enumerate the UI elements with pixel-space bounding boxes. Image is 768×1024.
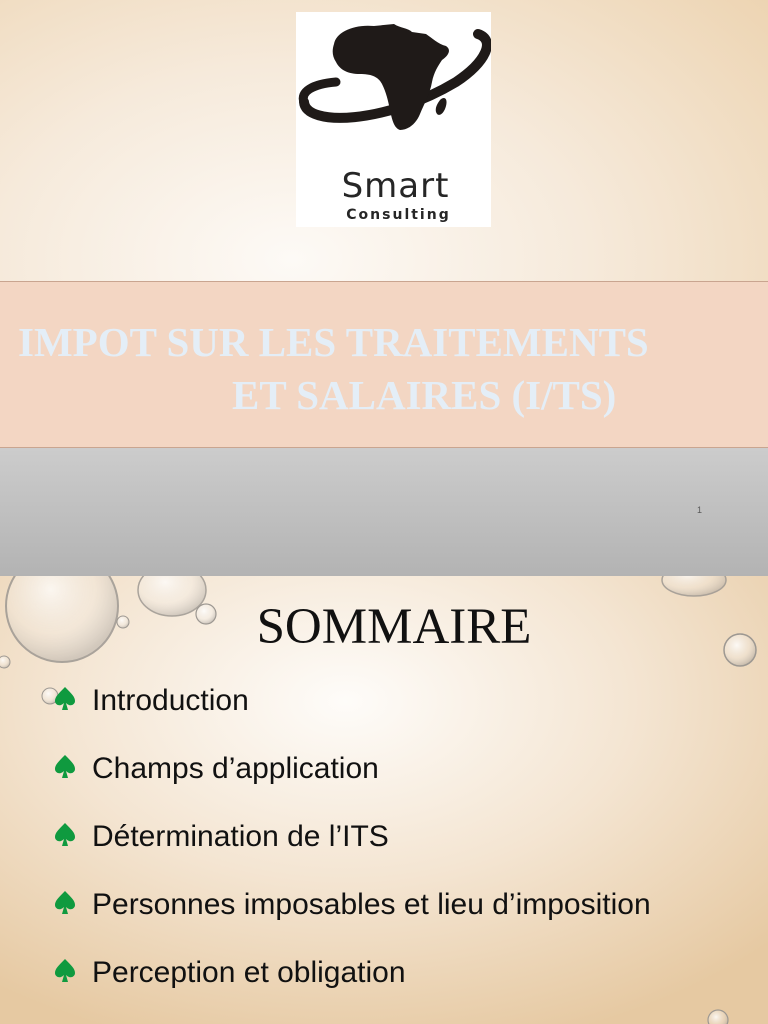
spade-bullet-icon [52,684,78,712]
title-band [0,281,768,448]
logo-brand-text: Smart [341,166,450,206]
slide-title-line-1: IMPOT SUR LES TRAITEMENTS [18,319,649,365]
africa-globe-orbit-logo-icon [296,12,491,162]
logo-tagline-text: Consulting [346,207,451,223]
spade-bullet-icon [52,820,78,848]
slide-title-line-2: ET SALAIRES (I/TS) [232,372,617,418]
spade-bullet-icon [52,956,78,984]
spade-bullet-icon [52,888,78,916]
spade-bullet-icon [52,752,78,780]
toc-item-label: Champs d’application [92,752,379,785]
slide-2 [0,576,768,1024]
slide-number: 1 [697,505,703,515]
footer-band [0,448,768,576]
toc-item-label: Personnes imposables et lieu d’imposition [92,888,651,921]
toc-item-label: Détermination de l’ITS [92,820,389,853]
smart-consulting-logo [296,12,491,227]
toc-item-label: Introduction [92,684,249,717]
slide-heading: SOMMAIRE [256,599,532,655]
toc-item-label: Perception et obligation [92,956,406,989]
